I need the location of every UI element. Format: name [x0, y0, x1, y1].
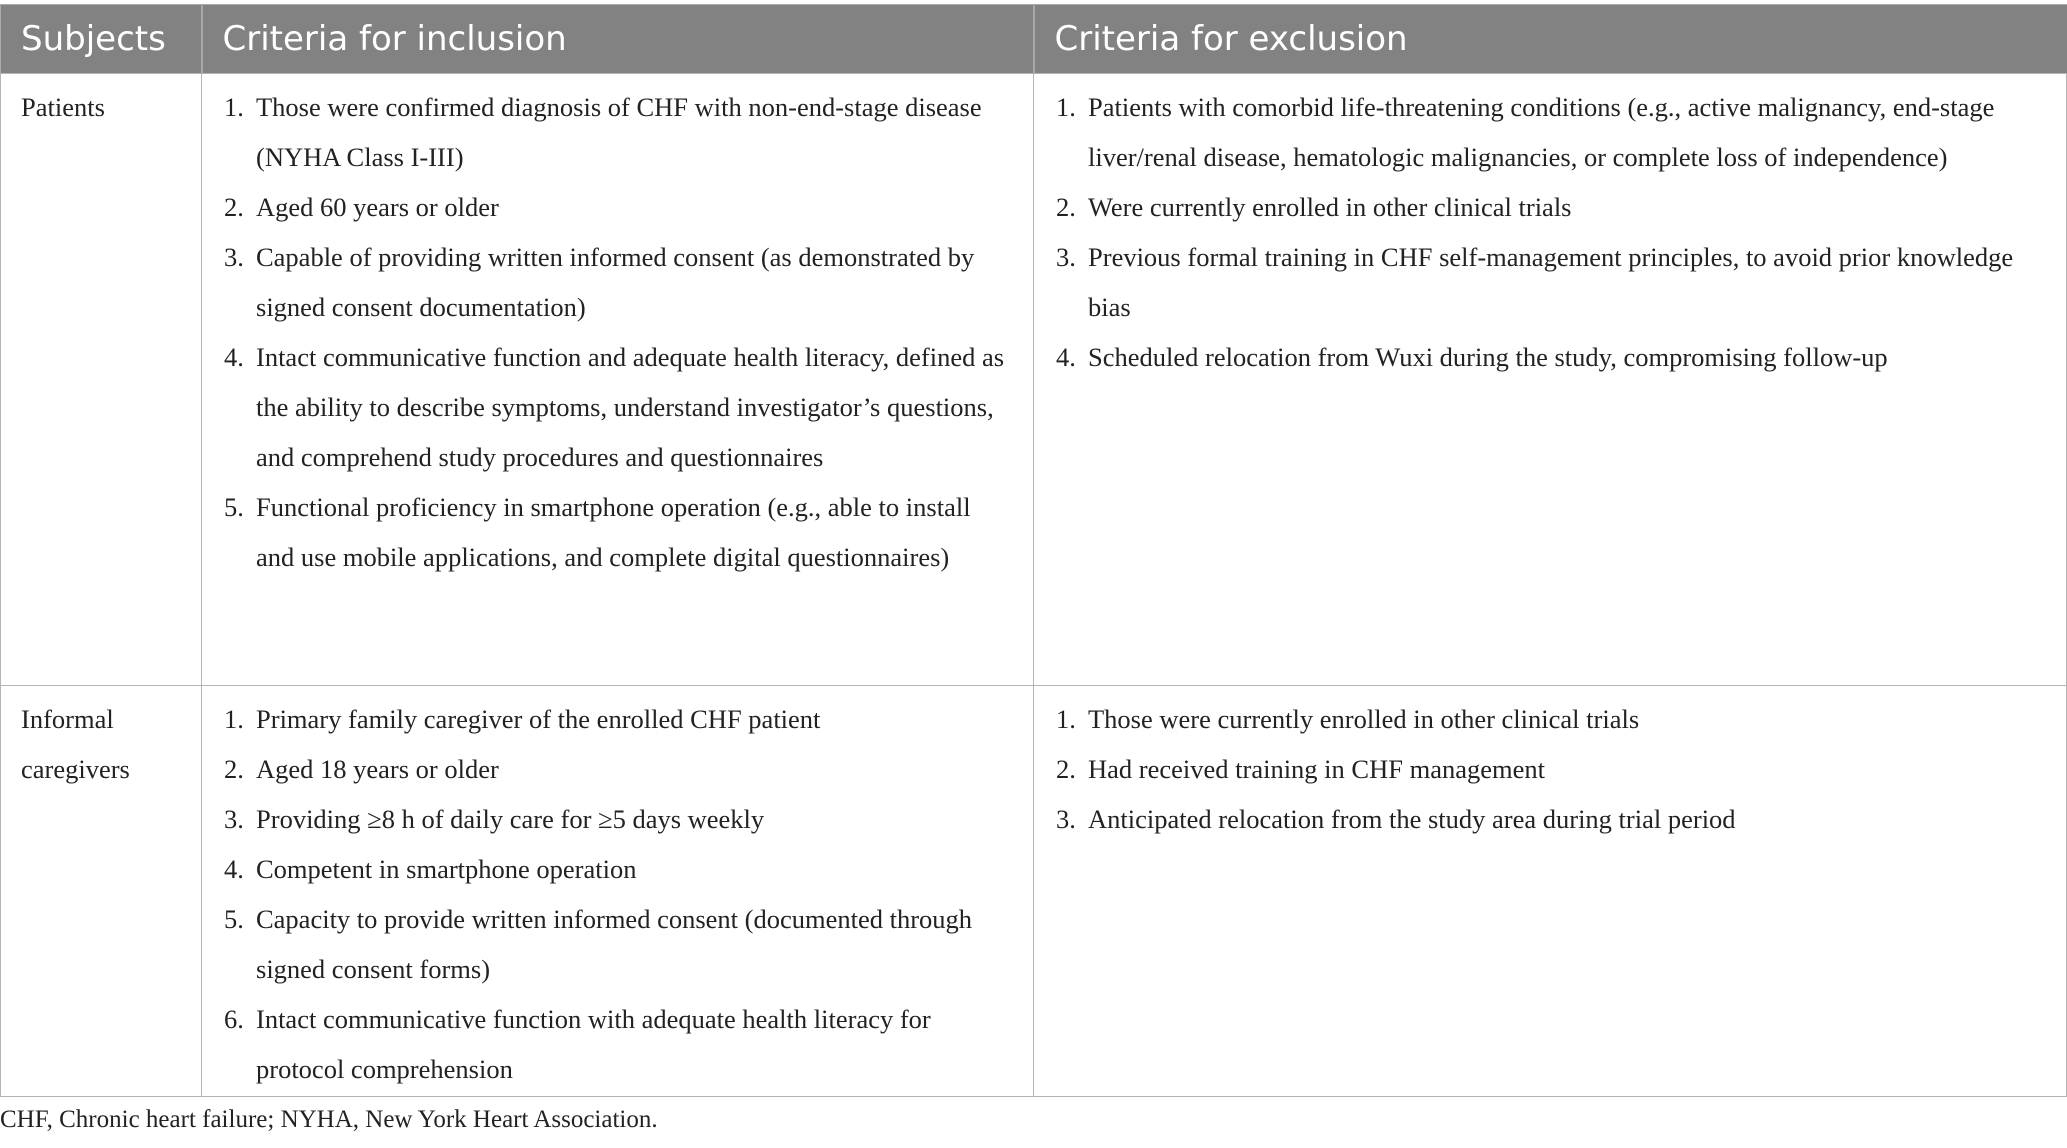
list-number: 4.	[224, 854, 244, 884]
criterion-text: Were currently enrolled in other clinical trials	[1088, 192, 1572, 222]
criterion-text: Those were confirmed diagnosis of CHF with non-end-stage disease (NYHA Class I-III)	[256, 92, 982, 172]
list-item	[222, 744, 1013, 794]
list-item	[1054, 694, 2046, 744]
list-number: 3.	[224, 242, 244, 272]
list-item	[222, 482, 1013, 582]
inclusion-list	[222, 82, 1013, 582]
list-item	[222, 182, 1013, 232]
header-row	[1, 5, 2067, 74]
criterion-text: Patients with comorbid life-threatening conditions (e.g., active malignancy, end-stage liver/renal disease, hematologic malignancies, or complete loss of independence)	[1088, 92, 1995, 172]
list-item	[222, 894, 1013, 994]
list-number: 1.	[1056, 704, 1076, 734]
table-row	[1, 686, 2067, 1097]
criterion-text: Scheduled relocation from Wuxi during the study, compromising follow-up	[1088, 342, 1888, 372]
list-item	[1054, 332, 2046, 382]
list-number: 1.	[224, 92, 244, 122]
list-number: 2.	[224, 192, 244, 222]
list-number: 5.	[224, 492, 244, 522]
list-item	[222, 82, 1013, 182]
list-item	[1054, 794, 2046, 844]
criterion-text: Previous formal training in CHF self-management principles, to avoid prior knowledge bias	[1088, 242, 2014, 322]
header-inclusion: Criteria for inclusion	[202, 5, 1034, 74]
criterion-text: Aged 18 years or older	[256, 754, 499, 784]
subject-cell: Patients	[1, 74, 202, 686]
list-item	[1054, 82, 2046, 182]
list-number: 6.	[224, 1004, 244, 1034]
criterion-text: Intact communicative function and adequate health literacy, defined as the ability to describe symptoms, understand investigator’s questions, and comprehend study procedures and questionnaires	[256, 342, 1005, 472]
list-item	[222, 694, 1013, 744]
exclusion-cell	[1034, 686, 2067, 1097]
criteria-table	[0, 4, 2067, 1097]
inclusion-cell	[202, 74, 1034, 686]
list-item	[1054, 232, 2046, 332]
list-item	[222, 994, 1013, 1094]
list-number: 4.	[224, 342, 244, 372]
header-exclusion: Criteria for exclusion	[1034, 5, 2067, 74]
list-number: 2.	[1056, 192, 1076, 222]
criterion-text: Capacity to provide written informed consent (documented through signed consent forms)	[256, 904, 973, 984]
list-number: 1.	[224, 704, 244, 734]
list-number: 2.	[1056, 754, 1076, 784]
list-item	[222, 232, 1013, 332]
criterion-text: Anticipated relocation from the study area during trial period	[1088, 804, 1736, 834]
exclusion-list	[1054, 694, 2046, 844]
criterion-text: Competent in smartphone operation	[256, 854, 637, 884]
list-item	[222, 844, 1013, 894]
list-number: 5.	[224, 904, 244, 934]
criterion-text: Those were currently enrolled in other clinical trials	[1088, 704, 1640, 734]
exclusion-cell	[1034, 74, 2067, 686]
list-number: 4.	[1056, 342, 1076, 372]
criterion-text: Primary family caregiver of the enrolled CHF patient	[256, 704, 821, 734]
exclusion-list	[1054, 82, 2046, 382]
list-number: 3.	[1056, 804, 1076, 834]
list-item	[1054, 744, 2046, 794]
list-number: 3.	[1056, 242, 1076, 272]
criterion-text: Aged 60 years or older	[256, 192, 499, 222]
list-item	[1054, 182, 2046, 232]
table-row	[1, 74, 2067, 686]
criterion-text: Intact communicative function with adequate health literacy for protocol comprehension	[256, 1004, 931, 1084]
list-item	[222, 794, 1013, 844]
inclusion-cell	[202, 686, 1034, 1097]
table-footnote: CHF, Chronic heart failure; NYHA, New York Heart Association.	[0, 1106, 658, 1133]
subject-cell: Informal caregivers	[1, 686, 202, 1097]
criterion-text: Capable of providing written informed consent (as demonstrated by signed consent documentation)	[256, 242, 975, 322]
list-item	[222, 332, 1013, 482]
header-subjects: Subjects	[1, 5, 202, 74]
criterion-text: Providing ≥8 h of daily care for ≥5 days weekly	[256, 804, 765, 834]
list-number: 1.	[1056, 92, 1076, 122]
list-number: 3.	[224, 804, 244, 834]
criterion-text: Functional proficiency in smartphone operation (e.g., able to install and use mobile applications, and complete digital questionnaires)	[256, 492, 971, 572]
list-number: 2.	[224, 754, 244, 784]
criterion-text: Had received training in CHF management	[1088, 754, 1545, 784]
inclusion-list	[222, 694, 1013, 1094]
